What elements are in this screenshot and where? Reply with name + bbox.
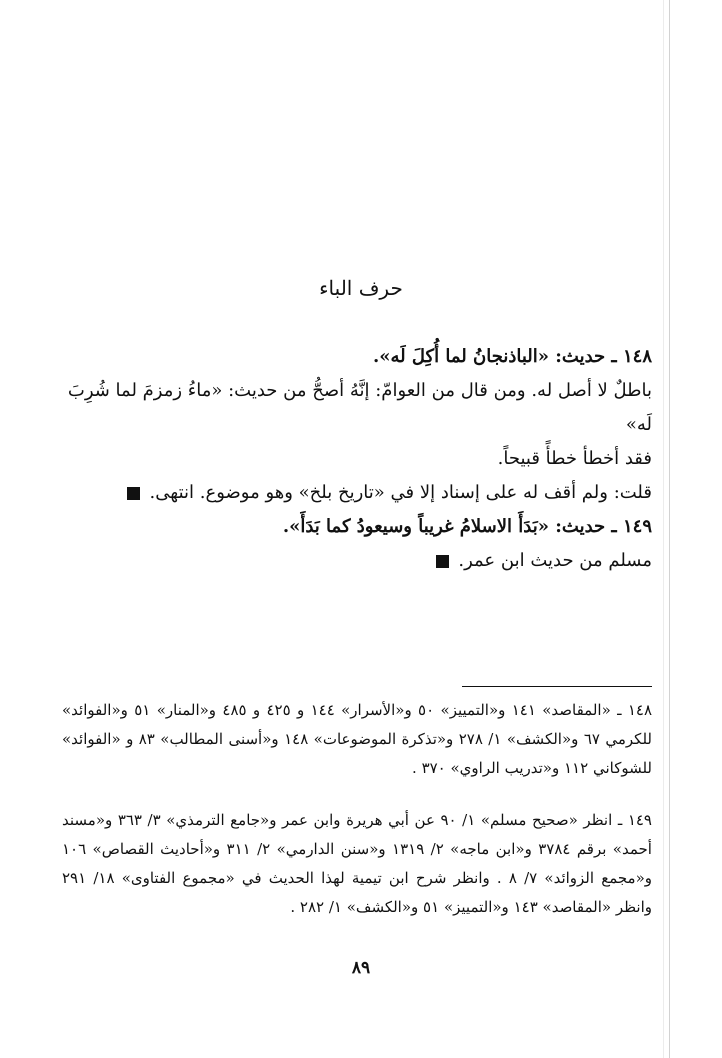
page-edge-line-faint	[663, 0, 664, 1058]
entry-line	[62, 544, 652, 578]
entry-line: فقد أخطأ خطأً قبيحاً.	[497, 448, 652, 469]
page-edge-line	[669, 0, 670, 1058]
entry-note-text: قلت: ولم أقف له على إسناد إلا في «تاريخ بلخ» وهو موضوع. انتهى.	[149, 482, 652, 503]
entry-148	[62, 340, 652, 510]
footnote-149: ١٤٩ ـ انظر «صحيح مسلم» ١/ ٩٠ عن أبي هريرة وابن عمر و«جامع الترمذي» ٣/ ٣٦٣ و«مسند أحمد» برقم ٣٧٨٤ و«ابن ماجه» ٢/ ١٣١٩ و«سنن الدارمي» ٢/ ٣١١ و«أحاديث القصاص» ١٠٦ و«مجمع الزوائد» ٧/ ٨ . وانظر شرح ابن تيمية لهذا الحديث في «مجموع الفتاوى» ١٨/ ٢٩١ وانظر «المقاصد» ١٤٣ و«التمييز» ٥١ و«الكشف» ١/ ٢٨٢ .	[62, 811, 653, 916]
section-title: حرف الباء	[319, 276, 403, 300]
footnote-separator	[462, 686, 652, 687]
entry-149	[62, 510, 652, 578]
entry-heading: ١٤٨ ـ حديث: «الباذنجانُ لما أُكِلَ لَه».	[372, 346, 652, 367]
entry-line-text: مسلم من حديث ابن عمر.	[458, 550, 652, 571]
footnote-148: ١٤٨ ـ «المقاصد» ١٤١ و«التمييز» ٥٠ و«الأسرار» ١٤٤ و ٤٢٥ و ٤٨٥ و«المنار» ٥١ و«الفوائد» للكرمي ٦٧ و«الكشف» ١/ ٢٧٨ و«تذكرة الموضوعات» ١٤٨ و«أسنى المطالب» ٨٣ و «الفوائد» للشوكاني ١١٢ و«تدريب الراوي» ٣٧٠ .	[62, 701, 653, 777]
entry-note	[62, 476, 652, 510]
page-number: ٨٩	[351, 958, 371, 978]
entry-heading: ١٤٩ ـ حديث: «بَدَأَ الاسلامُ غريباً وسيعودُ كما بَدَأَ».	[282, 516, 652, 537]
entry-line: باطلٌ لا أصل له. ومن قال من العوامّ: إنَّهُ أصحُّ من حديث: «ماءُ زمزمَ لما شُرِبَ لَه»	[67, 380, 652, 435]
end-square-icon	[127, 487, 140, 500]
end-square-icon	[436, 555, 449, 568]
